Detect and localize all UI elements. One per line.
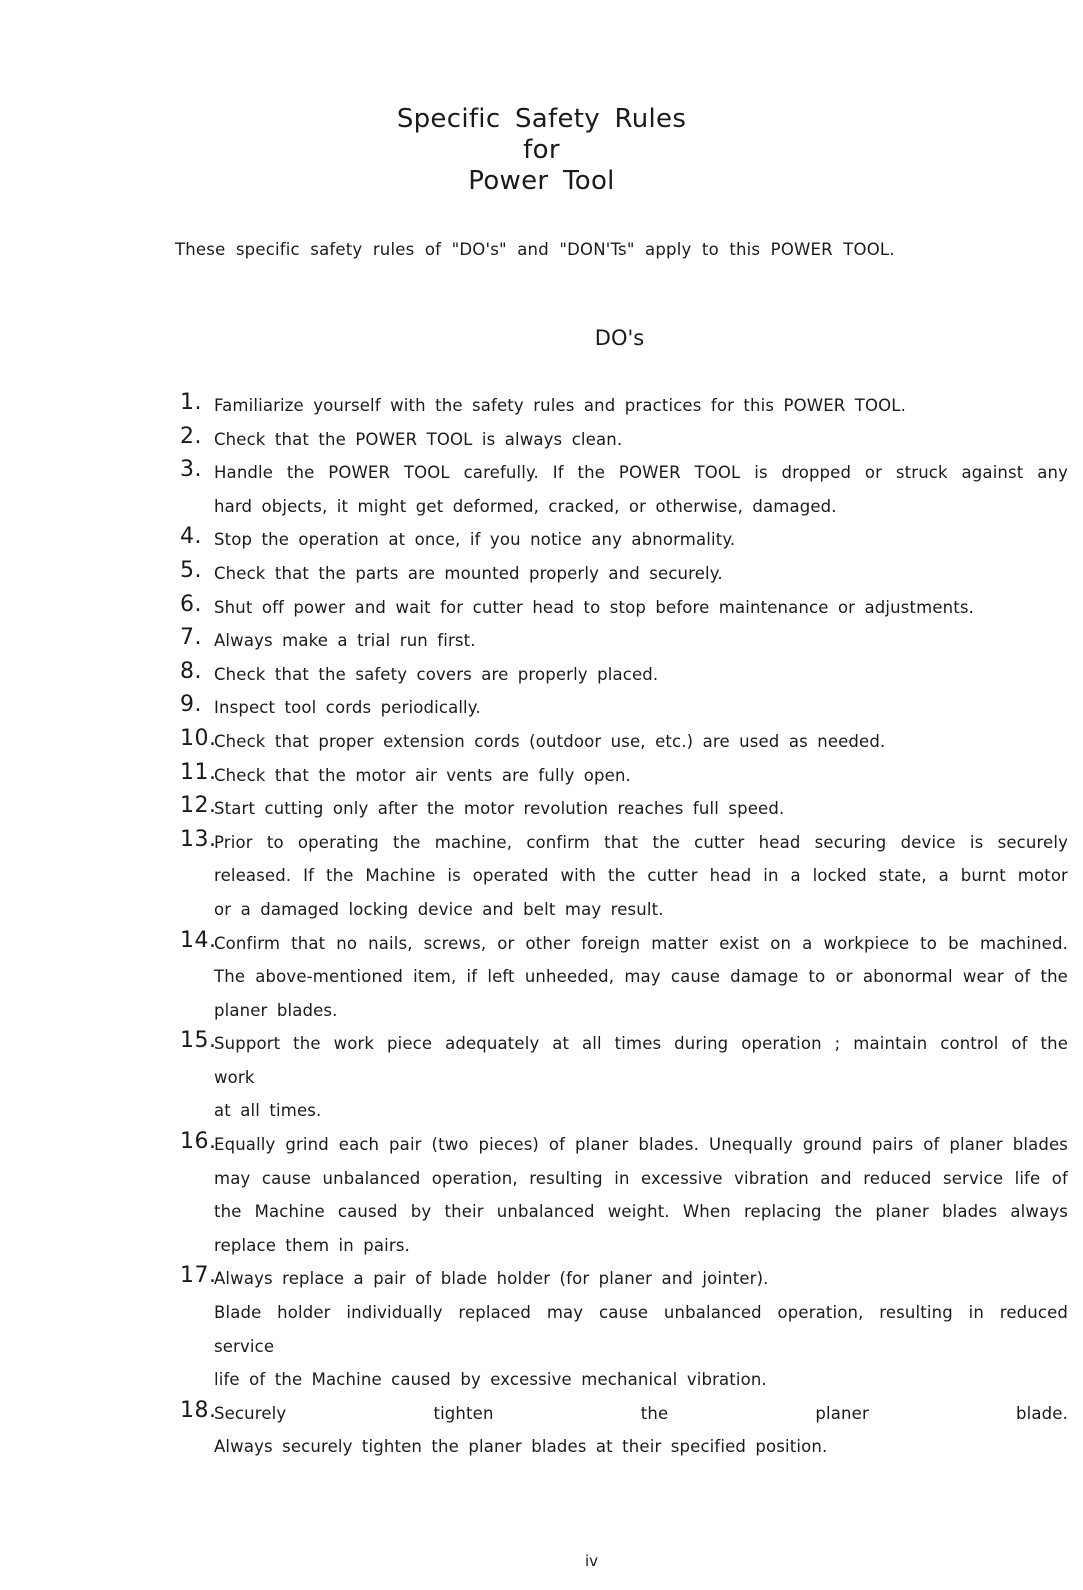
rule-item	[180, 523, 1068, 557]
rule-text	[214, 927, 1068, 1028]
title-line-2: for	[523, 135, 560, 165]
rule-text	[214, 557, 1068, 591]
rule-number: 11.	[180, 759, 217, 785]
rule-number: 9.	[180, 692, 202, 718]
rule-number: 12.	[180, 793, 217, 819]
rule-item	[180, 1128, 1068, 1262]
page-number: iv	[584, 1552, 599, 1570]
rule-text-line: life of the Machine caused by excessive mechanical vibration.	[214, 1370, 767, 1390]
rule-text-line: or a damaged locking device and belt may result.	[214, 899, 664, 919]
rule-number: 18.	[180, 1397, 217, 1423]
rule-item	[180, 557, 1068, 591]
page-title	[0, 104, 1083, 197]
rule-text	[214, 389, 1068, 423]
rule-text-line: Inspect tool cords periodically.	[214, 698, 481, 718]
section-heading-dos: DO's	[594, 326, 645, 350]
rule-text	[214, 826, 1068, 927]
rule-text-line: planer blades.	[214, 1000, 338, 1020]
rule-item	[180, 826, 1068, 927]
title-line-3: Power Tool	[468, 166, 615, 196]
rules-list	[180, 389, 1068, 1464]
rule-text-line: Always replace a pair of blade holder (for planer and jointer).	[214, 1269, 769, 1289]
rule-text	[214, 1397, 1068, 1464]
rule-text	[214, 523, 1068, 557]
title-line-1: Specific Safety Rules	[396, 104, 687, 134]
rule-number: 15.	[180, 1028, 217, 1054]
rule-text-line: Check that the motor air vents are fully open.	[214, 765, 631, 785]
rule-item	[180, 759, 1068, 793]
rule-text-line: at all times.	[214, 1101, 322, 1121]
rule-text	[214, 759, 1068, 793]
rule-item	[180, 591, 1068, 625]
rule-item	[180, 725, 1068, 759]
rule-text-line: Stop the operation at once, if you notice any abnormality.	[214, 530, 736, 550]
rule-number: 1.	[180, 390, 202, 415]
rule-text	[214, 1262, 1068, 1396]
rule-text-line: Check that the POWER TOOL is always clean.	[214, 429, 623, 449]
rule-number: 5.	[180, 557, 202, 583]
rule-text-line: Check that the parts are mounted properly and securely.	[214, 563, 723, 583]
rule-text-line: released. If the Machine is operated with the cutter head in a locked state, a burnt motor	[214, 866, 1068, 886]
rule-text-line: hard objects, it might get deformed, cracked, or otherwise, damaged.	[214, 496, 837, 516]
rule-item	[180, 658, 1068, 692]
rule-text	[214, 423, 1068, 457]
rule-text	[214, 1027, 1068, 1128]
rule-item	[180, 456, 1068, 523]
rule-text	[214, 456, 1068, 523]
rule-item	[180, 1027, 1068, 1128]
rule-text-line: Confirm that no nails, screws, or other foreign matter exist on a workpiece to be machined.	[214, 933, 1068, 953]
rule-number: 10.	[180, 725, 217, 751]
rule-text	[214, 691, 1068, 725]
rule-number: 4.	[180, 524, 202, 550]
rule-item	[180, 927, 1068, 1028]
rule-text	[214, 792, 1068, 826]
rule-number: 8.	[180, 658, 202, 684]
rule-item	[180, 792, 1068, 826]
rule-number: 13.	[180, 826, 217, 852]
rule-text	[214, 725, 1068, 759]
rule-item	[180, 389, 1068, 423]
rule-text-line: Shut off power and wait for cutter head to stop before maintenance or adjustments.	[214, 597, 974, 617]
rule-number: 14.	[180, 927, 217, 953]
rule-text-line: Familiarize yourself with the safety rules and practices for this POWER TOOL.	[214, 396, 907, 415]
intro-paragraph: These specific safety rules of "DO's" and "DON'Ts" apply to this POWER TOOL.	[175, 240, 895, 259]
rule-item	[180, 1262, 1068, 1396]
rule-text-line: Always securely tighten the planer blades at their specified position.	[214, 1437, 828, 1457]
rule-text-line: the Machine caused by their unbalanced weight. When replacing the planer blades always	[214, 1202, 1068, 1222]
rule-text-line: Prior to operating the machine, confirm that the cutter head securing device is securely	[214, 832, 1068, 852]
rule-text-line: Support the work piece adequately at all times during operation ; maintain control of the work	[214, 1034, 1068, 1087]
rule-number: 3.	[180, 457, 202, 483]
rule-text	[214, 658, 1068, 692]
rule-text-line: Securely tighten the planer blade.	[214, 1403, 1068, 1423]
rule-text-line: may cause unbalanced operation, resulting in excessive vibration and reduced service life of	[214, 1168, 1068, 1188]
rule-text-line: Check that proper extension cords (outdoor use, etc.) are used as needed.	[214, 731, 886, 751]
rule-number: 2.	[180, 423, 202, 449]
rule-item	[180, 1397, 1068, 1464]
rule-text	[214, 1128, 1068, 1262]
rule-text-line: Handle the POWER TOOL carefully. If the POWER TOOL is dropped or struck against any	[214, 463, 1068, 483]
rule-number: 16.	[180, 1129, 217, 1155]
rule-text-line: Check that the safety covers are properly placed.	[214, 664, 659, 684]
rule-item	[180, 624, 1068, 658]
rule-number: 17.	[180, 1263, 217, 1289]
rule-text-line: The above-mentioned item, if left unheeded, may cause damage to or abonormal wear of the	[214, 967, 1068, 987]
rule-text-line: Always make a trial run first.	[214, 631, 476, 651]
rule-text-line: Blade holder individually replaced may cause unbalanced operation, resulting in reduced service	[214, 1303, 1068, 1356]
rule-text-line: Equally grind each pair (two pieces) of planer blades. Unequally ground pairs of planer blades	[214, 1135, 1068, 1155]
rule-item	[180, 423, 1068, 457]
rule-text	[214, 624, 1068, 658]
rule-number: 7.	[180, 625, 202, 651]
rule-text-line: replace them in pairs.	[214, 1235, 410, 1255]
rule-item	[180, 691, 1068, 725]
rule-text-line: Start cutting only after the motor revolution reaches full speed.	[214, 799, 785, 819]
rule-text	[214, 591, 1068, 625]
rule-number: 6.	[180, 591, 202, 617]
